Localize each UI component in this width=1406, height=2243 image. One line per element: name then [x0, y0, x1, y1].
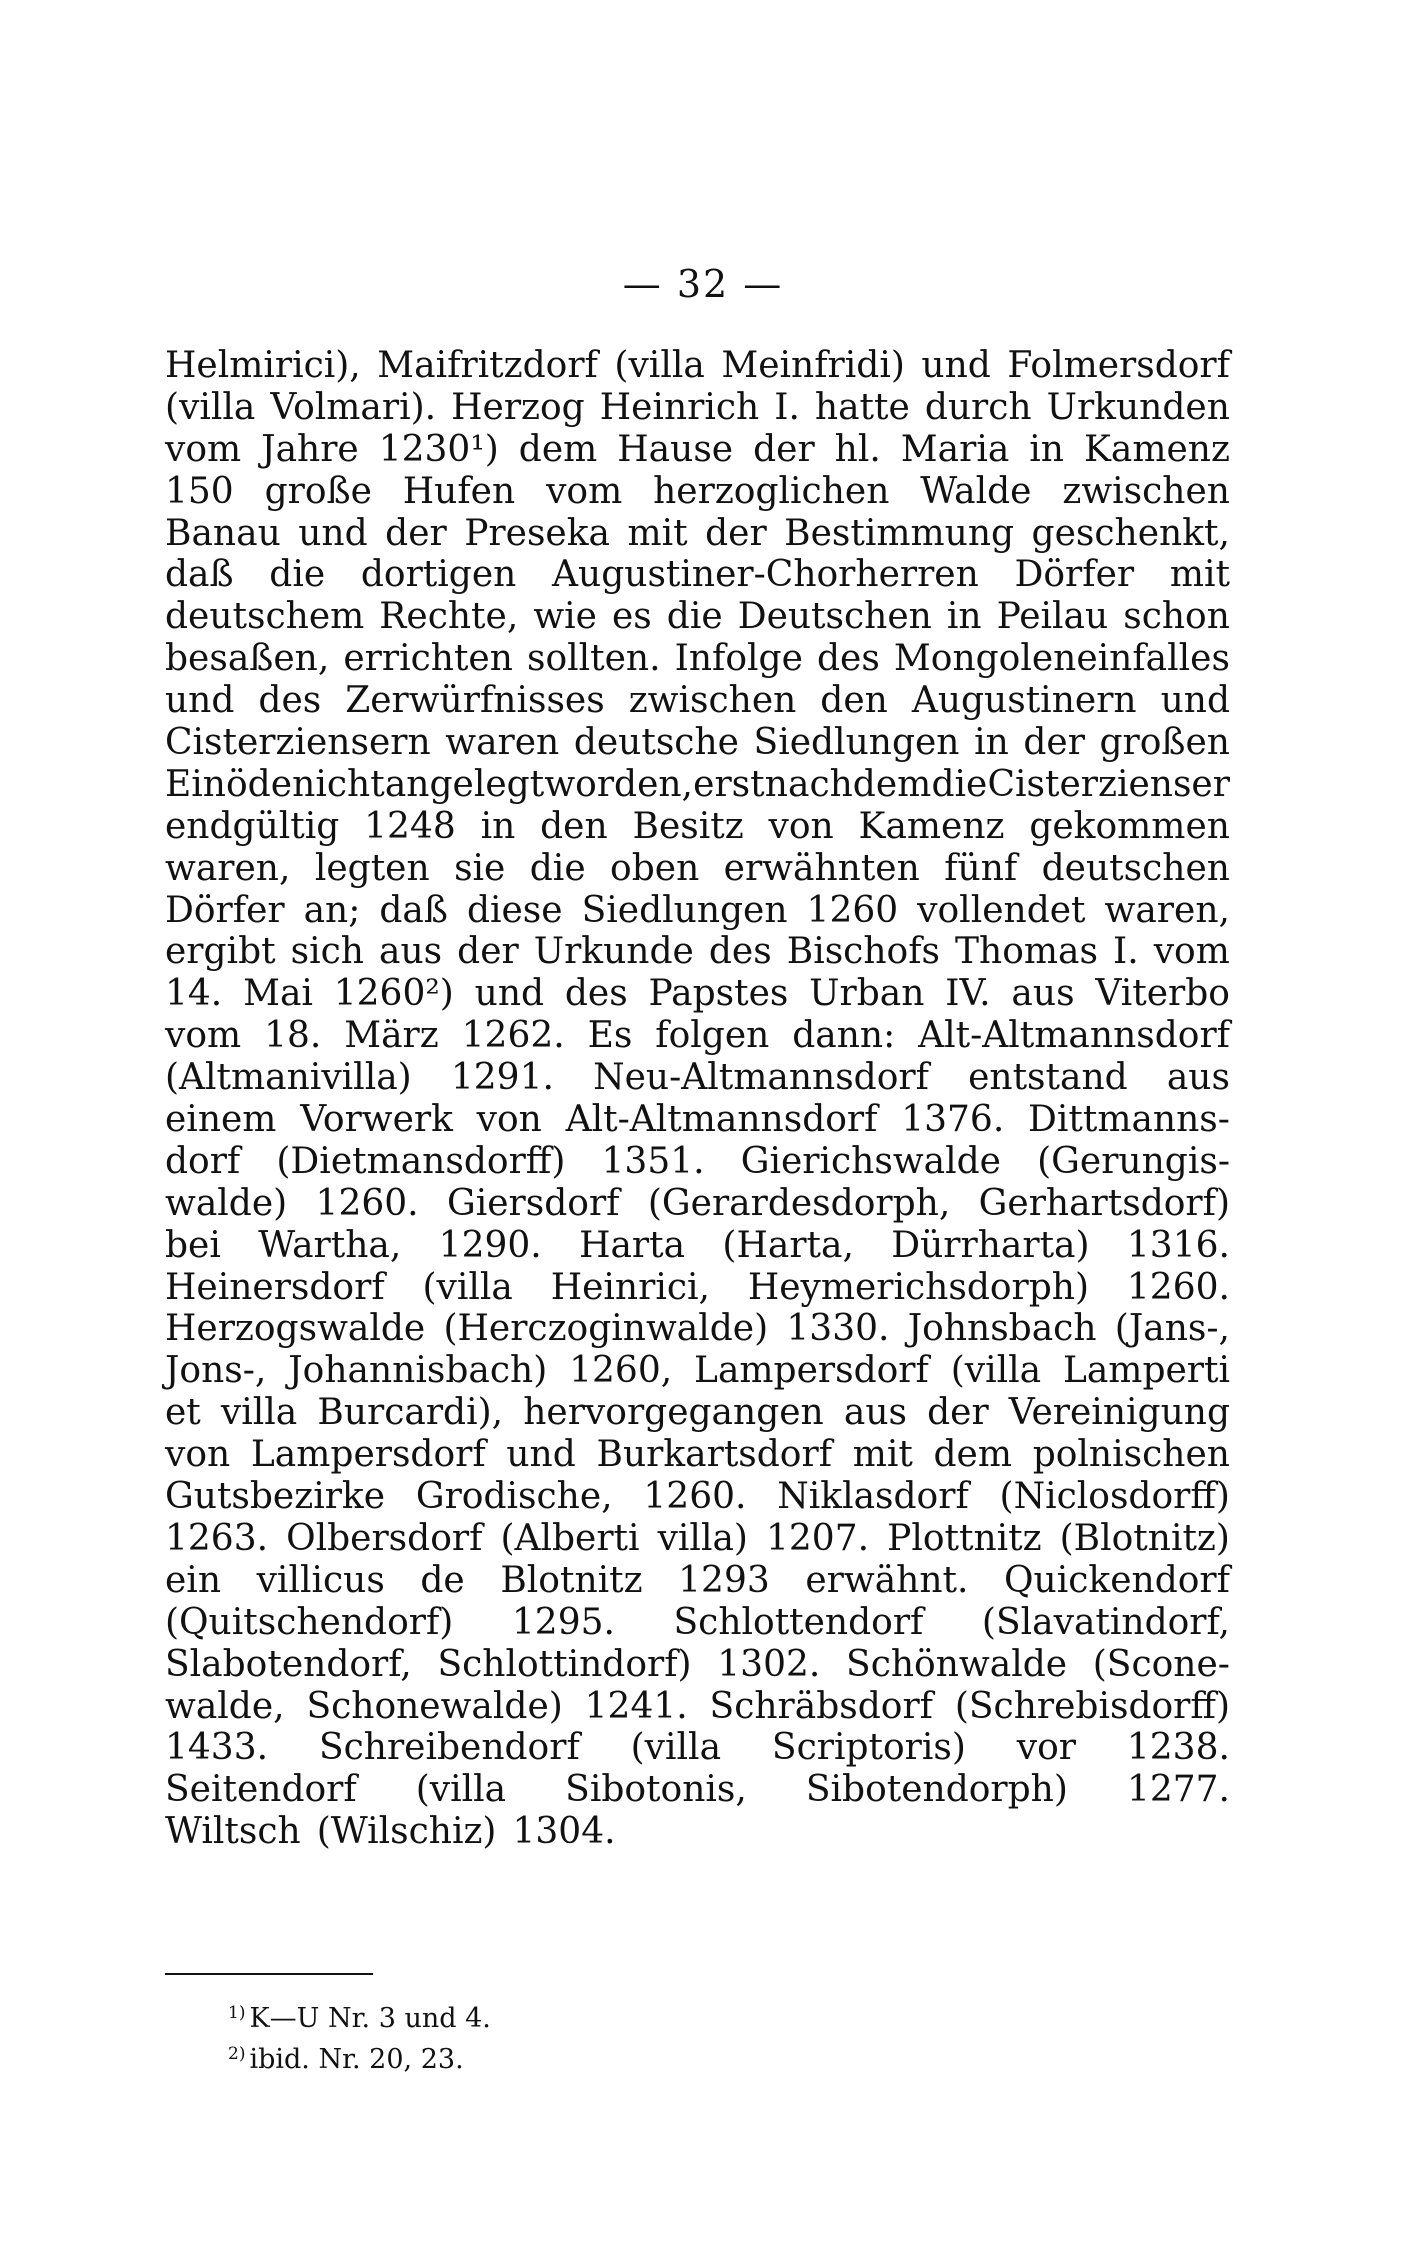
word: 1241. [584, 1685, 688, 1727]
word: sie [454, 847, 506, 889]
text-line [165, 1476, 1230, 1518]
footnote [228, 2041, 491, 2082]
word: Jahre [261, 428, 359, 470]
word: Schlottendorf [673, 1601, 924, 1643]
word: in [1029, 428, 1064, 470]
word: vom [165, 428, 242, 470]
word: den [820, 680, 888, 722]
word: Herzogswalde [165, 1308, 426, 1350]
word: Kamenz [858, 805, 1005, 847]
word: Urkunden [1046, 386, 1230, 428]
word: aus [379, 931, 443, 973]
word: (Scone- [1092, 1643, 1230, 1685]
word: des [817, 638, 880, 680]
text-line [165, 848, 1230, 890]
word: Sibotonis, [565, 1769, 747, 1811]
text-line [165, 1099, 1230, 1141]
text-line [165, 387, 1230, 429]
word: villa) [657, 1517, 748, 1559]
text-line [165, 1183, 1230, 1225]
word: von [768, 805, 834, 847]
word: Olbersdorf [286, 1517, 483, 1559]
text-line [165, 680, 1230, 722]
word: Burkartsdorf [596, 1434, 833, 1476]
word: Schonewalde) [306, 1685, 563, 1727]
word: (villa [415, 1769, 507, 1811]
body-text [165, 345, 1230, 1853]
word: Schreibendorf [318, 1727, 580, 1769]
word: Herzog [451, 386, 585, 428]
word: aus [1011, 973, 1075, 1015]
text-line [165, 722, 1230, 764]
word: folgen [655, 1015, 770, 1057]
word: erwähnten [723, 847, 920, 889]
word: zwischen [1062, 470, 1230, 512]
word: 1330. [786, 1308, 890, 1350]
footnote-divider [165, 1973, 373, 1975]
word: Besitz [632, 805, 744, 847]
word: Cisterziensern [165, 722, 431, 764]
word: der [385, 512, 447, 554]
word: 1262. [461, 1015, 565, 1057]
word: 1316. [1126, 1224, 1230, 1266]
word: es [611, 596, 652, 638]
word: 18. [264, 1015, 322, 1057]
word: Schräbsdorf [709, 1685, 933, 1727]
text-line [165, 1518, 1230, 1560]
word: 1238. [1126, 1727, 1230, 1769]
word: (villa [630, 1727, 722, 1769]
word: endgültig [165, 805, 340, 847]
word: polnischen [1032, 1434, 1230, 1476]
word: de [420, 1559, 465, 1601]
word: aus [843, 1392, 907, 1434]
word: mit [1169, 554, 1230, 596]
word: waren, [165, 847, 291, 889]
word: sollten. [526, 638, 661, 680]
word: Deutschen [737, 596, 932, 638]
word: 1351. [601, 1140, 705, 1182]
word: 1433. [165, 1727, 269, 1769]
word: (Herczoginwalde) [443, 1308, 769, 1350]
word: großen [1099, 722, 1230, 764]
word: an; [303, 889, 361, 931]
word: Seitendorf [165, 1769, 357, 1811]
word: fünf [944, 847, 1018, 889]
word: worden, [544, 763, 694, 805]
word: schon [1123, 596, 1230, 638]
text-line [165, 931, 1230, 973]
word: 1263. [165, 1517, 269, 1559]
word: Vereinigung [1008, 1392, 1230, 1434]
text-line [165, 1057, 1230, 1099]
word: von [476, 1099, 542, 1141]
word: erwähnt. [805, 1559, 969, 1601]
word: villa [220, 1392, 298, 1434]
word: der [927, 1392, 989, 1434]
word: dorf [165, 1140, 241, 1182]
word: Banau [165, 512, 281, 554]
word: von [165, 1434, 231, 1476]
word: Schlottindorf) [437, 1643, 692, 1685]
word: Rechte, [379, 596, 519, 638]
word: Lampersdorf [694, 1350, 929, 1392]
word: dem [933, 1434, 1013, 1476]
word: dann: [792, 1015, 896, 1057]
word: Dittmanns- [1028, 1099, 1230, 1141]
word: 1230¹) [378, 428, 499, 470]
word: Neu-Altmannsdorf [593, 1057, 929, 1099]
word: Wartha, [258, 1224, 402, 1266]
word: Grodische, [415, 1476, 613, 1518]
word: gekommen [1029, 805, 1230, 847]
word: Heymerichsdorph) [747, 1266, 1090, 1308]
text-line [165, 513, 1230, 555]
word: nicht [292, 763, 385, 805]
word: die [931, 763, 988, 805]
word: villicus [256, 1559, 385, 1601]
text-line [165, 1350, 1230, 1392]
word: Alt-Altmannsdorf [918, 1015, 1230, 1057]
word: Alt-Altmannsdorf [565, 1099, 878, 1141]
word: 1260. [1126, 1266, 1230, 1308]
word: in [946, 596, 982, 638]
footnote-mark: 2) [228, 2044, 246, 2064]
word: Es [587, 1015, 633, 1057]
word: große [264, 470, 372, 512]
word: (Gerungis- [1037, 1140, 1230, 1182]
word: erst [693, 763, 765, 805]
word: daß [165, 554, 234, 596]
word: 150 [165, 470, 234, 512]
word: der [705, 512, 767, 554]
text-line [165, 1644, 1230, 1686]
text-line [165, 596, 1230, 638]
word: (Slavatindorf, [981, 1601, 1230, 1643]
word: und [1160, 680, 1230, 722]
word: Gutsbezirke [165, 1476, 386, 1518]
footnote [228, 2000, 491, 2041]
word: legten [314, 847, 430, 889]
word: Johnsbach [907, 1308, 1097, 1350]
word: Harta [579, 1224, 686, 1266]
word: Lampersdorf [250, 1434, 486, 1476]
word: herzoglichen [653, 470, 890, 512]
text-line [165, 345, 1230, 387]
word: hatte [814, 386, 910, 428]
text-line [165, 890, 1230, 932]
text-line [165, 638, 1230, 680]
word: besaßen, [165, 638, 330, 680]
word: deutschen [1041, 847, 1230, 889]
word: einem [165, 1099, 277, 1141]
word: und [921, 345, 991, 386]
word: Bestimmung [784, 512, 1015, 554]
word: 1260, [569, 1350, 673, 1392]
text-line [165, 764, 1230, 806]
word: Schönwalde [846, 1643, 1068, 1685]
word: 1260 [806, 889, 899, 931]
word: Heinrich [599, 386, 760, 428]
text-line [165, 1811, 1230, 1853]
word: Augustiner-Chorherren [552, 554, 979, 596]
word: Plottnitz [887, 1517, 1042, 1559]
word: ergibt [165, 931, 276, 973]
word: Papstes [648, 973, 789, 1015]
word: in [480, 805, 516, 847]
word: Hufen [402, 470, 516, 512]
word: waren, [1104, 889, 1230, 931]
footnote-mark: 1) [228, 2003, 246, 2023]
word: 1291. [450, 1057, 554, 1099]
footnotes [228, 2000, 491, 2082]
text-line [165, 1727, 1230, 1769]
word: aus [1166, 1057, 1230, 1099]
word: die [269, 554, 326, 596]
page-number: — 32 — [622, 262, 784, 306]
word: 14. [165, 973, 223, 1015]
word: (Blotnitz) [1059, 1517, 1230, 1559]
text-line [165, 1602, 1230, 1644]
text-line [165, 554, 1230, 596]
word: und [165, 680, 235, 722]
word: Heinrici, [550, 1266, 710, 1308]
word: des [708, 931, 772, 973]
word: Heinersdorf [165, 1266, 385, 1308]
word: Sibotendorph) [805, 1769, 1068, 1811]
word: Urkunde [533, 931, 694, 973]
word: Mai [243, 973, 313, 1015]
word: und [298, 512, 368, 554]
word: dem [518, 428, 598, 470]
word: Siedlungen [581, 889, 788, 931]
word: 1293 [678, 1559, 770, 1601]
text-line [165, 1308, 1230, 1350]
word: 1290. [438, 1224, 542, 1266]
word: Blotnitz [500, 1559, 643, 1601]
word: vollendet [917, 889, 1086, 931]
word: die [529, 847, 586, 889]
word: (villa [165, 386, 256, 428]
word: Niklasdorf [777, 1476, 969, 1518]
word: Helmirici), [165, 345, 361, 386]
word: Scriptoris) [771, 1727, 966, 1769]
word: Burcardi), [317, 1392, 504, 1434]
word: ein [165, 1559, 222, 1601]
word: nachdem [764, 763, 932, 805]
word: 1376. [901, 1099, 1005, 1141]
word: Hause [617, 428, 734, 470]
word: (Jans-, [1114, 1308, 1230, 1350]
word: I. [774, 386, 800, 428]
word: errichten [343, 638, 513, 680]
text-line [165, 806, 1230, 848]
word: Gierichswalde [740, 1140, 1001, 1182]
word: Folmersdorf [1007, 345, 1230, 386]
word: Quickendorf [1004, 1559, 1230, 1601]
word: vor [1016, 1727, 1076, 1769]
word: mit [627, 512, 688, 554]
word: geschenkt, [1031, 512, 1230, 554]
text-line [165, 1015, 1230, 1057]
word: Dürrharta) [891, 1224, 1090, 1266]
text-line [165, 429, 1230, 471]
word: daß [379, 889, 448, 931]
word: den [540, 805, 608, 847]
word: Bischofs [786, 931, 940, 973]
word: Viterbo [1095, 973, 1230, 1015]
word: Lamperti [1062, 1350, 1230, 1392]
word: (Niclosdorff) [999, 1476, 1230, 1518]
word: Jons-, [165, 1350, 267, 1392]
word: (Dietmansdorff) [276, 1140, 566, 1182]
word: bei [165, 1224, 221, 1266]
word: hl. [834, 428, 881, 470]
word: (villa [950, 1350, 1042, 1392]
word: der [1023, 722, 1085, 764]
word: Slabotendorf, [165, 1643, 412, 1685]
word: Einöde [165, 763, 293, 805]
word: Thomas [955, 931, 1098, 973]
word: die [666, 596, 723, 638]
word: Peilau [996, 596, 1109, 638]
word: der [753, 428, 815, 470]
word: Giersdorf [446, 1182, 620, 1224]
word: 1248 [364, 805, 456, 847]
word: der [457, 931, 519, 973]
word: Kamenz [1083, 428, 1230, 470]
word: und [474, 973, 545, 1015]
word: deutschem [165, 596, 365, 638]
word: deutsche [573, 722, 739, 764]
word: Infolge [674, 638, 803, 680]
text-line [165, 973, 1230, 1015]
word: des [564, 973, 628, 1015]
word: Urban [809, 973, 925, 1015]
word: und [506, 1434, 576, 1476]
word: 1304. [512, 1811, 616, 1853]
word: (Quitschendorf) [165, 1601, 454, 1643]
word: Preseka [464, 512, 610, 554]
word: (Wilschiz) [316, 1811, 497, 1853]
word: diese [466, 889, 563, 931]
word: mit [852, 1434, 913, 1476]
word: hervorgegangen [523, 1392, 824, 1434]
word: Dörfer [165, 889, 285, 931]
word: 1295. [511, 1601, 615, 1643]
word: Zerwürfnisses [345, 680, 605, 722]
word: 1277. [1126, 1769, 1230, 1811]
word: 1207. [766, 1517, 870, 1559]
word: sich [290, 931, 364, 973]
text-line [165, 1141, 1230, 1183]
text-line [165, 1225, 1230, 1267]
word: vom [546, 470, 623, 512]
word: (villa [422, 1266, 513, 1308]
word: 1260. [643, 1476, 747, 1518]
word: Dörfer [1014, 554, 1135, 596]
word: waren [445, 722, 560, 764]
footnote-text: K—U Nr. 3 und 4. [249, 2003, 491, 2034]
word: Maria [900, 428, 1010, 470]
word: durch [924, 386, 1032, 428]
word: (Alberti [500, 1517, 640, 1559]
text-line [165, 1769, 1230, 1811]
word: Meinfridi) [721, 345, 905, 386]
word: Volmari). [270, 386, 437, 428]
text-line [165, 1434, 1230, 1476]
word: Augustinern [911, 680, 1137, 722]
word: Mongoleneinfalles [893, 638, 1230, 680]
word: Wiltsch [165, 1811, 301, 1853]
word: 1260. [315, 1182, 419, 1224]
word: Maifritzdorf [377, 345, 598, 386]
word: wie [533, 596, 597, 638]
text-line [165, 471, 1230, 513]
word: IV. [945, 973, 991, 1015]
word: I. [1113, 931, 1139, 973]
word: (villa [614, 345, 705, 386]
word: 1260²) [333, 973, 454, 1015]
word: zwischen [628, 680, 797, 722]
text-line [165, 1560, 1230, 1602]
word: März [344, 1015, 439, 1057]
word: (Harta, [722, 1224, 854, 1266]
word: Johannisbach) [288, 1350, 548, 1392]
text-line [165, 1392, 1230, 1434]
word: entstand [968, 1057, 1128, 1099]
word: Siedlungen [753, 722, 960, 764]
word: oben [610, 847, 700, 889]
word: Vorwerk [300, 1099, 453, 1141]
word: (Altmanivilla) [165, 1057, 412, 1099]
word: walde, [165, 1685, 285, 1727]
word: vom [165, 1015, 242, 1057]
word: Cisterzienser [987, 763, 1230, 805]
text-line [165, 1686, 1230, 1728]
word: (Gerardesdorph, [647, 1182, 951, 1224]
word: vom [1153, 931, 1230, 973]
footnote-text: ibid. Nr. 20, 23. [249, 2044, 464, 2075]
word: (Schrebisdorff) [954, 1685, 1230, 1727]
word: des [258, 680, 322, 722]
text-line [165, 1267, 1230, 1309]
word: 1302. [717, 1643, 821, 1685]
word: walde) [165, 1182, 288, 1224]
word: Gerhartsdorf) [978, 1182, 1230, 1224]
word: in [974, 722, 1009, 764]
word: dortigen [360, 554, 517, 596]
word: et [165, 1392, 201, 1434]
word: Walde [920, 470, 1032, 512]
word: angelegt [384, 763, 545, 805]
